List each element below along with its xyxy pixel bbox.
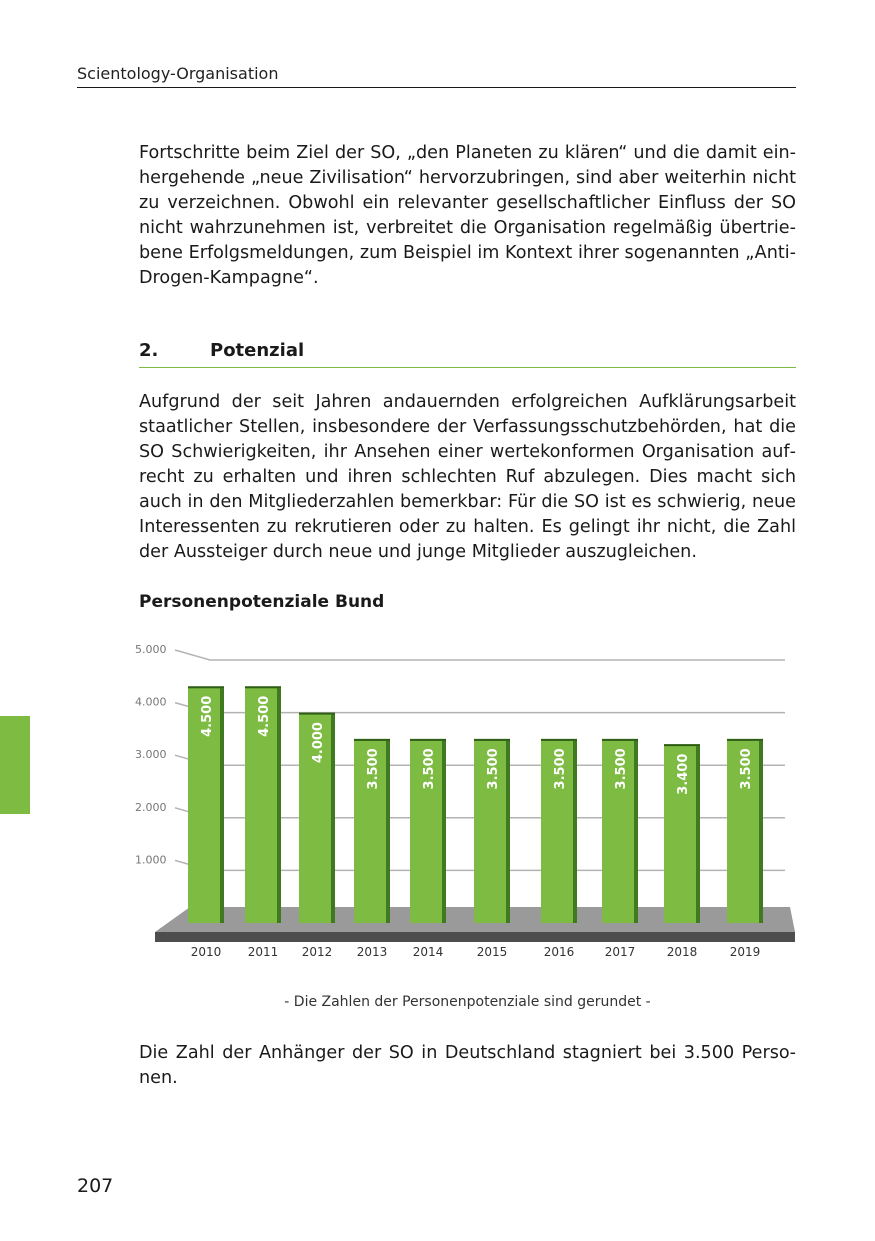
bar-top-edge (410, 739, 446, 741)
bar-side-shade (634, 741, 638, 923)
bar-side-shade (331, 715, 335, 923)
x-tick-label: 2014 (412, 945, 444, 959)
page-number: 207 (77, 1175, 114, 1197)
closing-paragraph: Die Zahl der Anhänger der SO in Deutschland stagniert bei 3.500 Personen. (139, 1043, 796, 1088)
chart-platform-front (155, 932, 795, 942)
bar-top-edge (664, 744, 700, 746)
x-tick-label: 2018 (666, 945, 698, 959)
x-tick-label: 2017 (604, 945, 636, 959)
section-number: 2. (139, 340, 159, 361)
running-header: Scientology-Organisation (77, 64, 796, 88)
y-tick-label: 3.000 (135, 748, 167, 762)
x-tick-label: 2013 (356, 945, 388, 959)
bar-top-edge (299, 713, 335, 715)
chart-footnote: - Die Zahlen der Personenpotenziale sind gerundet - (284, 994, 651, 1010)
bar-value-label: 3.500 (739, 748, 754, 790)
bar-side-shade (442, 741, 446, 923)
bar-chart (130, 645, 800, 970)
bar-top-edge (354, 739, 390, 741)
bar-side-shade (386, 741, 390, 923)
bar-top-edge (188, 686, 224, 688)
chapter-side-tab (0, 716, 30, 814)
bar-value-label: 4.000 (311, 722, 326, 764)
bar-value-label: 4.500 (200, 695, 215, 737)
bar-top-edge (727, 739, 763, 741)
bar-value-label: 4.500 (257, 695, 272, 737)
x-tick-label: 2011 (247, 945, 279, 959)
y-tick-label: 2.000 (135, 800, 167, 814)
section-paragraph: Aufgrund der seit Jahren andauernden erfolgreichen Aufklärungsarbeit staatlicher Stellen, insbesondere der Verfassungsschutzbehörden, hat die SO Schwierigkeiten, ihr Ansehen einer wertekonformen Organisation aufrecht zu erhalten und ihren schlechten Ruf abzulegen. Dies macht sich auch in den Mitgliederzahlen bemerkbar: Für die SO ist es schwierig, neue Interessenten zu rekrutieren oder zu halten. Es gelingt ihr nicht, die Zahl der Aussteiger durch neue und junge Mitglieder auszugleichen. (139, 392, 796, 562)
y-tick-label: 5.000 (135, 645, 167, 656)
bar-value-label: 3.500 (366, 748, 381, 790)
intro-paragraph: Fortschritte beim Ziel der SO, „den Planeten zu klären“ und die damit einhergehende „neue Zivilisation“ hervorzubringen, sind aber weiterhin nicht zu verzeichnen. Obwohl ein relevanter gesellschaftlicher Einfluss der SO nicht wahrzunehmen ist, verbreitet die Organisation regelmäßig übertriebene Erfolgsmeldungen, zum Beispiel im Kontext ihrer sogenannten „Anti-Drogen-Kampagne“. (139, 143, 796, 288)
bar-side-shade (759, 741, 763, 923)
gridline (175, 650, 785, 660)
y-tick-label: 1.000 (135, 853, 167, 867)
bar-side-shade (573, 741, 577, 923)
x-tick-label: 2012 (301, 945, 333, 959)
bar-side-shade (696, 746, 700, 923)
bar-value-label: 3.500 (553, 748, 568, 790)
x-tick-label: 2010 (190, 945, 222, 959)
x-tick-label: 2015 (476, 945, 508, 959)
x-tick-label: 2019 (729, 945, 761, 959)
bar-top-edge (245, 686, 281, 688)
bar-side-shade (277, 688, 281, 923)
chart-title: Personenpotenziale Bund (139, 592, 385, 612)
bar-value-label: 3.400 (676, 753, 691, 795)
bar-top-edge (474, 739, 510, 741)
bar-top-edge (541, 739, 577, 741)
bar-top-edge (602, 739, 638, 741)
section-title: Potenzial (210, 340, 305, 361)
bar-side-shade (506, 741, 510, 923)
bar-value-label: 3.500 (614, 748, 629, 790)
x-tick-label: 2016 (543, 945, 575, 959)
y-tick-label: 4.000 (135, 695, 167, 709)
bar-value-label: 3.500 (422, 748, 437, 790)
bar-side-shade (220, 688, 224, 923)
bar-value-label: 3.500 (486, 748, 501, 790)
section-heading (139, 340, 796, 368)
